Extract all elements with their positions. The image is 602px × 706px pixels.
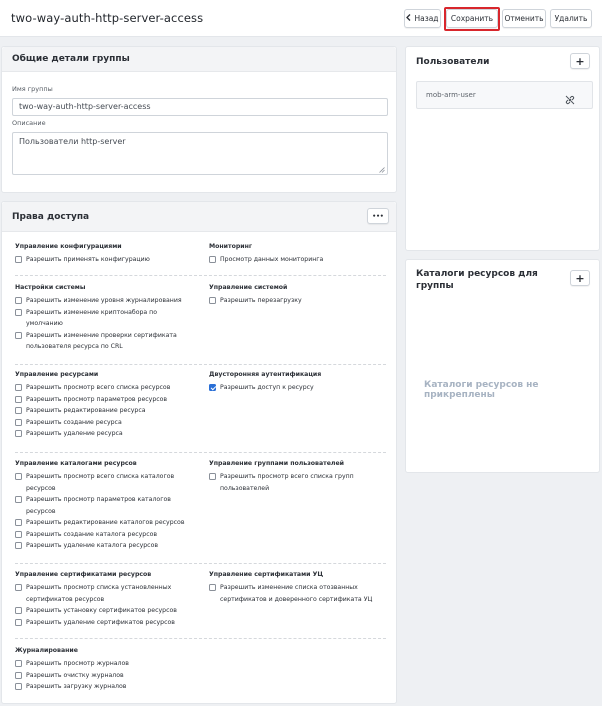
perm-group-user-groups — [209, 460, 389, 494]
users-title: Пользователи — [416, 57, 490, 67]
cancel-button[interactable]: Отменить — [502, 9, 546, 28]
perm-group-title: Управление группами пользователей — [209, 460, 344, 467]
perm-group-title: Настройки системы — [15, 284, 86, 291]
group-name-label: Имя группы — [12, 85, 53, 93]
general-details-title: Общие детали группы — [12, 54, 130, 64]
perm-item-label: Разрешить доступ к ресурсу — [220, 384, 314, 391]
top-bar — [0, 0, 602, 37]
perm-item-label: Разрешить просмотр параметров ресурсов — [26, 395, 168, 403]
perm-item-label: Разрешить просмотр журналов — [26, 660, 129, 667]
checkbox[interactable] — [15, 607, 22, 614]
checkbox[interactable] — [209, 584, 216, 591]
divider — [15, 364, 386, 365]
checkbox[interactable] — [209, 473, 216, 480]
perm-item-label: Разрешить изменение уровня журналирования — [26, 297, 182, 304]
permissions-card — [1, 201, 397, 704]
perm-item-label: Разрешить изменение проверки сертификата пользователя ресурса по CRL — [26, 331, 177, 350]
perm-group-config — [15, 243, 195, 266]
perm-item[interactable] — [209, 582, 389, 605]
perm-group-ca-certs — [209, 571, 389, 605]
checkbox-checked[interactable] — [209, 384, 216, 391]
perm-item[interactable] — [209, 382, 389, 394]
perm-group-two-way-auth — [209, 371, 389, 394]
perm-group-title: Управление системой — [209, 284, 288, 291]
checkbox[interactable] — [15, 660, 22, 667]
perm-group-title: Двусторонняя аутентификация — [209, 371, 322, 378]
divider — [15, 563, 386, 564]
perm-item-label: Разрешить загрузку журналов — [26, 683, 127, 690]
users-card — [405, 46, 600, 251]
perm-item[interactable] — [15, 382, 195, 394]
plus-icon: + — [575, 54, 585, 68]
perm-item[interactable] — [15, 540, 195, 552]
perm-item-label: Разрешить создание ресурса — [26, 418, 122, 426]
checkbox[interactable] — [15, 672, 22, 679]
user-name: mob-arm-user — [426, 91, 476, 99]
perm-group-title: Управление конфигурациями — [15, 243, 122, 250]
perm-item[interactable] — [15, 681, 195, 693]
unlink-icon[interactable] — [565, 90, 575, 109]
perm-item-label: Разрешить удаление каталога ресурсов — [26, 542, 159, 549]
description-label: Описание — [12, 119, 46, 127]
perm-item[interactable] — [15, 295, 195, 307]
perm-item[interactable] — [15, 658, 195, 670]
checkbox[interactable] — [15, 430, 22, 437]
perm-item-label: Разрешить установку сертификатов ресурсов — [26, 607, 177, 614]
perm-item-label: Разрешить удаление сертификатов ресурсов — [26, 618, 175, 626]
perm-item[interactable] — [15, 617, 195, 629]
checkbox[interactable] — [15, 473, 22, 480]
divider — [15, 452, 386, 453]
perm-item-label: Разрешить редактирование ресурса — [26, 407, 146, 414]
perm-group-system-settings — [15, 284, 195, 353]
more-icon: ••• — [372, 212, 384, 220]
perm-item[interactable] — [15, 307, 195, 330]
perm-item-label: Разрешить применять конфигурацию — [26, 256, 150, 263]
divider — [15, 638, 386, 639]
perm-item[interactable] — [209, 254, 389, 266]
checkbox[interactable] — [15, 419, 22, 426]
page-title: two-way-auth-http-server-access — [11, 11, 204, 25]
checkbox[interactable] — [15, 407, 22, 414]
perm-item-label: Разрешить просмотр параметров каталогов ресурсов — [26, 496, 171, 515]
perm-item[interactable] — [15, 494, 195, 517]
perm-item[interactable] — [15, 605, 195, 617]
add-catalog-button[interactable] — [570, 270, 590, 286]
checkbox[interactable] — [15, 297, 22, 304]
chevron-left-icon — [406, 14, 411, 23]
checkbox[interactable] — [209, 256, 216, 263]
more-options-button[interactable] — [367, 208, 389, 224]
perm-group-resource-catalogs — [15, 460, 195, 552]
checkbox[interactable] — [15, 683, 22, 690]
delete-button[interactable]: Удалить — [550, 9, 592, 28]
perm-item[interactable] — [15, 670, 195, 682]
catalogs-title: Каталоги ресурсов для группы — [416, 269, 538, 291]
perm-item[interactable] — [15, 428, 195, 440]
perm-group-title: Управление сертификатами ресурсов — [15, 571, 152, 578]
perm-group-monitoring — [209, 243, 389, 266]
resize-handle-icon[interactable] — [379, 166, 385, 172]
perm-group-title: Мониторинг — [209, 243, 253, 250]
perm-group-title: Журналирование — [15, 647, 78, 654]
plus-icon: + — [575, 271, 585, 285]
description-textarea[interactable] — [12, 132, 388, 175]
perm-item-label: Разрешить просмотр всего списка каталогов ресурсов — [26, 473, 175, 492]
perm-item-label: Разрешить удаление ресурса — [26, 430, 123, 437]
perm-group-title: Управление каталогами ресурсов — [15, 460, 137, 467]
perm-group-system-management — [209, 284, 389, 307]
checkbox[interactable] — [15, 496, 22, 503]
perm-group-logging — [15, 647, 195, 693]
catalogs-empty-text: Каталоги ресурсов не прикреплены — [424, 380, 539, 400]
perm-item-label: Просмотр данных мониторинга — [220, 256, 324, 263]
perm-item[interactable] — [15, 405, 195, 417]
perm-group-title: Управление сертификатами УЦ — [209, 571, 324, 578]
checkbox[interactable] — [15, 309, 22, 316]
group-name-input[interactable]: two-way-auth-http-server-access — [12, 98, 388, 116]
perm-item[interactable] — [15, 471, 195, 494]
checkbox[interactable] — [15, 384, 22, 391]
checkbox[interactable] — [15, 332, 22, 339]
perm-item-label: Разрешить изменение списка отозванных сертификатов и доверенного сертификата УЦ — [220, 584, 373, 603]
perm-group-resource-certs — [15, 571, 195, 628]
perm-item-label: Разрешить просмотр списка установленных сертификатов ресурсов — [26, 584, 172, 603]
perm-item[interactable] — [15, 529, 195, 541]
checkbox[interactable] — [15, 396, 22, 403]
perm-group-title: Управление ресурсами — [15, 371, 99, 378]
checkbox[interactable] — [15, 256, 22, 263]
user-list-item[interactable] — [416, 81, 593, 109]
perm-item[interactable] — [15, 517, 195, 529]
checkbox[interactable] — [15, 584, 22, 591]
perm-item-label: Разрешить изменение криптонабора по умолчанию — [26, 308, 158, 327]
divider — [15, 275, 386, 276]
perm-item-label: Разрешить редактирование каталогов ресурсов — [26, 519, 185, 526]
perm-group-resources — [15, 371, 195, 440]
perm-item-label: Разрешить просмотр всего списка групп пользователей — [220, 473, 354, 492]
back-label: Назад — [414, 14, 439, 23]
description-text: Пользователи http-server — [19, 137, 126, 146]
perm-item-label: Разрешить создание каталога ресурсов — [26, 530, 158, 538]
back-button[interactable] — [404, 9, 441, 28]
perm-item[interactable] — [209, 471, 389, 494]
perm-item[interactable] — [15, 330, 195, 353]
perm-item[interactable] — [15, 417, 195, 429]
add-user-button[interactable] — [570, 53, 590, 69]
checkbox[interactable] — [15, 542, 22, 549]
checkbox[interactable] — [15, 619, 22, 626]
catalogs-card — [405, 259, 600, 473]
checkbox[interactable] — [209, 297, 216, 304]
save-button[interactable]: Сохранить — [446, 9, 498, 28]
perm-item[interactable] — [15, 582, 195, 605]
checkbox[interactable] — [15, 519, 22, 526]
permissions-header — [2, 202, 396, 232]
perm-item-label: Разрешить перезагрузку — [220, 297, 302, 304]
permissions-title: Права доступа — [12, 212, 90, 222]
perm-item[interactable] — [15, 394, 195, 406]
general-details-card — [1, 46, 397, 193]
checkbox[interactable] — [15, 531, 22, 538]
perm-item-label: Разрешить очистку журналов — [26, 671, 124, 679]
perm-item[interactable] — [15, 254, 195, 266]
perm-item[interactable] — [209, 295, 389, 307]
general-details-header — [2, 47, 396, 72]
perm-item-label: Разрешить просмотр всего списка ресурсов — [26, 384, 171, 391]
